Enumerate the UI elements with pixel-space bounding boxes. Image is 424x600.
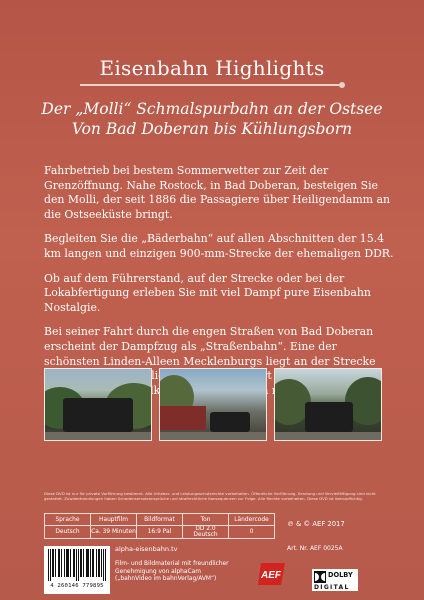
barcode bbox=[44, 546, 110, 594]
table-cell: 0 bbox=[229, 526, 275, 539]
photo-track bbox=[275, 432, 381, 440]
dolby-digital-label: DIGITAL bbox=[314, 584, 350, 591]
table-cell: 16:9 Pal bbox=[137, 526, 183, 539]
barcode-number: 4 260146 779895 bbox=[50, 583, 104, 589]
table-cell: DD 2.0 Deutsch bbox=[183, 526, 229, 539]
dolby-double-d-icon bbox=[314, 571, 326, 583]
photo-train-coaches bbox=[159, 368, 267, 441]
barcode-bars bbox=[47, 549, 107, 581]
table-cell: Deutsch bbox=[45, 526, 91, 539]
photo-steam-locomotive bbox=[44, 368, 152, 441]
photo-locomotive-smoke bbox=[274, 368, 382, 441]
subtitle-line-2: Von Bad Doberan bis Kühlungsborn bbox=[71, 120, 353, 138]
aef-logo-text: AEF bbox=[261, 570, 281, 581]
table-header-cell: Sprache bbox=[45, 514, 91, 526]
aef-logo bbox=[257, 561, 287, 587]
article-number: Art. Nr. AEF 0025A bbox=[287, 545, 343, 552]
description-paragraph: Bei seiner Fahrt durch die engen Straßen von Bad Doberan erscheint der Dampfzug als „Straßenbahn“. Eine der schönsten Linden-Alleen Mecklenburgs liegt an der Strecke Steilküste bbox=[44, 325, 376, 397]
table-header-cell: Hauptfilm bbox=[91, 514, 137, 526]
copyright-notice: ℗ & © AEF 2017 bbox=[287, 520, 345, 528]
description-paragraph: Begleiten Sie die „Bäderbahn“ auf allen Abschnitten der 15.4 km langen und einzigen 900-mm-Strecke der ehemaligen DDR. bbox=[44, 232, 394, 260]
photo-locomotive bbox=[305, 402, 353, 432]
photo-locomotive bbox=[63, 398, 133, 432]
technical-info-table bbox=[44, 513, 275, 539]
title-divider bbox=[80, 84, 342, 86]
film-credit: Film- und Bildmaterial mit freundlicher Genehmigung von alphaCam („bahnVideo im bahnVerlag/AVM“) bbox=[115, 561, 229, 583]
subtitle-line-1: Der „Molli“ Schmalspurbahn an der Ostsee bbox=[41, 100, 383, 118]
dolby-digital-logo bbox=[314, 571, 356, 591]
table-cell: Ca. 39 Minuten bbox=[91, 526, 137, 539]
photo-track bbox=[45, 432, 151, 440]
legal-notice: Diese DVD ist nur für private Vorführung bestimmt. Alle Urheber- und Leistungsschutzrechte vorbehalten. Öffentliche Vorführung, Sendung und Vervielfältigung sind nicht gestattet. Zuwiderhandlungen haben Schadensersatzansprüche und strafrechtliche Konsequenzen zur Folge. Alle Rechte vorbehalten. Diese DVD ist lizenzpflichtig. bbox=[44, 491, 376, 502]
series-title: Eisenbahn Highlights bbox=[99, 56, 325, 80]
description-paragraph: Ob auf dem Führerstand, auf der Strecke oder bei der Lokabfertigung erleben Sie mit viel Dampf pure Eisenbahn Nostalgie. bbox=[44, 271, 371, 314]
table-header-row bbox=[45, 514, 275, 526]
description-paragraph: Fahrbetrieb bei bestem Sommerwetter zur Zeit der Grenzöffnung. Nahe Rostock, in Bad Doberan, besteigen Sie den Molli, der seit 1886 die Passagiere über Heiligendamm an die Ostseeküste bringt. bbox=[44, 164, 390, 221]
website-url: alpha-eisenbahn.tv bbox=[115, 545, 178, 553]
photo-track bbox=[160, 432, 266, 440]
table-header-cell: Ton bbox=[183, 514, 229, 526]
dolby-wordmark: DOLBY bbox=[328, 571, 353, 579]
photo-locomotive bbox=[210, 412, 250, 432]
table-header-cell: Bildformat bbox=[137, 514, 183, 526]
table-row bbox=[45, 526, 275, 539]
photo-coach bbox=[160, 406, 206, 430]
table-header-cell: Ländercode bbox=[229, 514, 275, 526]
